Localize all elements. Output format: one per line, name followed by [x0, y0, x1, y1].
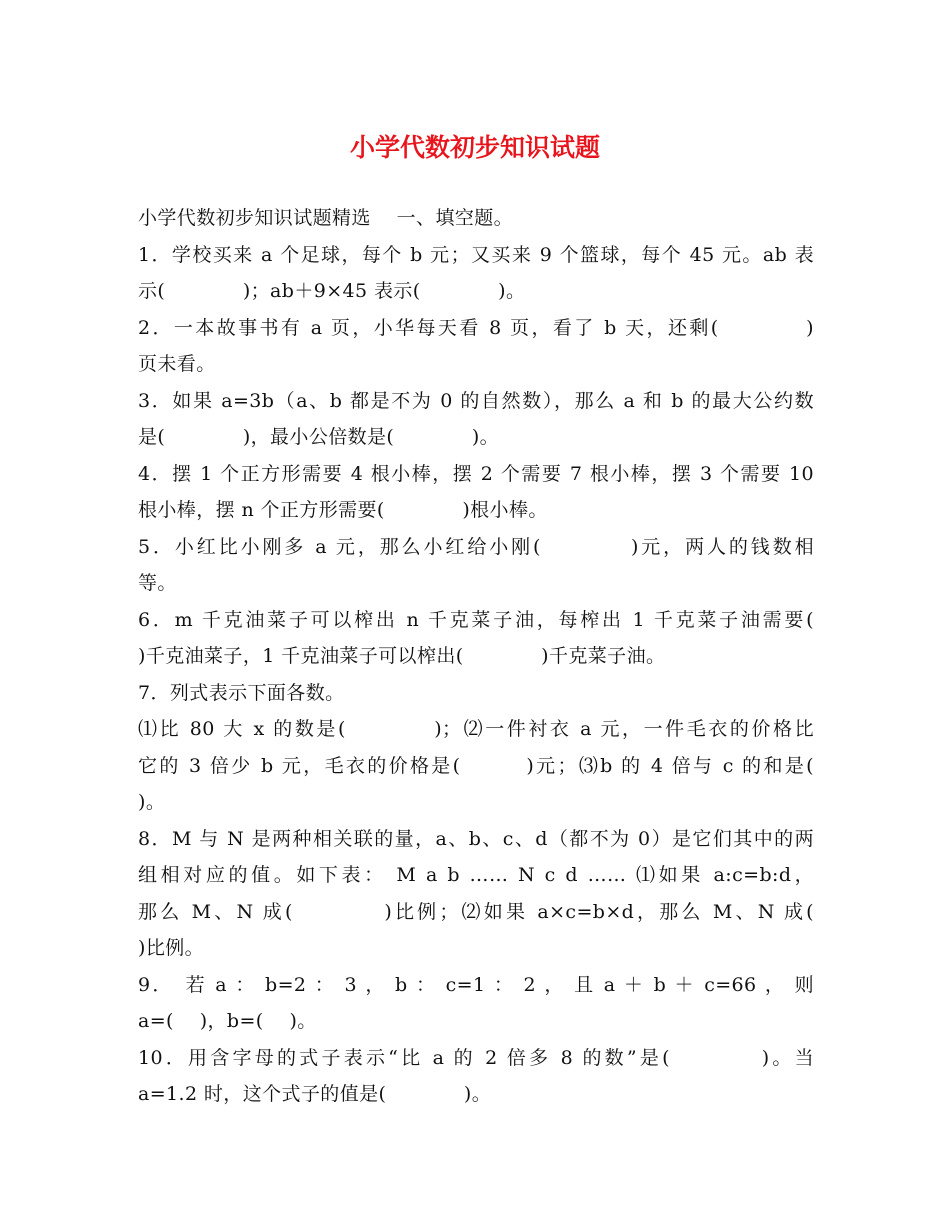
question-4-line-2: 根小棒，摆 n 个正方形需要( )根小棒。	[138, 499, 548, 521]
question-7-line-4: )。	[138, 791, 166, 813]
document-title: 小学代数初步知识试题	[349, 133, 600, 162]
question-3-line-2: 是( )，最小公倍数是( )。	[138, 426, 500, 448]
question-7-line-1: 7．列式表示下面各数。	[138, 681, 345, 704]
question-8-line-3: 那么 M、N 成( )比例；⑵如果 a×c=b×d，那么 M、N 成(	[138, 900, 814, 923]
document-body	[138, 200, 814, 1113]
question-3-line-1: 3．如果 a=3b（a、b 都是不为 0 的自然数），那么 a 和 b 的最大公约数	[138, 389, 814, 412]
question-10-line-2: a=1.2 时，这个式子的值是( )。	[138, 1083, 492, 1105]
question-1-line-2: 示( )；ab＋9×45 表示( )。	[138, 280, 526, 302]
question-2-line-2: 页未看。	[138, 353, 216, 375]
question-5-line-2: 等。	[138, 572, 177, 594]
question-6-line-2: )千克油菜子，1 千克油菜子可以榨出( )千克菜子油。	[138, 645, 666, 667]
question-7-line-3: 它的 3 倍少 b 元，毛衣的价格是( )元；⑶b 的 4 倍与 c 的和是(	[138, 754, 814, 777]
question-9-line-2: a=( )，b=( )。	[138, 1010, 317, 1032]
question-6-line-1: 6．m 千克油菜子可以榨出 n 千克菜子油，每榨出 1 千克菜子油需要(	[138, 608, 814, 631]
question-9-line-1: 9． 若 a ： b=2 ： 3 ， b ： c=1 ： 2 ， 且 a ＋ b ＋ c=66 ， 则	[138, 973, 814, 996]
question-10-line-1: 10．用含字母的式子表示“比 a 的 2 倍多 8 的数”是( )。当	[138, 1046, 814, 1069]
question-8-line-4: )比例。	[138, 937, 205, 959]
question-4-line-1: 4．摆 1 个正方形需要 4 根小棒，摆 2 个需要 7 根小棒，摆 3 个需要 10	[138, 462, 814, 485]
question-8-line-2: 组相对应的值。如下表： M a b …… N c d …… ⑴如果 a:c=b:d，	[138, 864, 814, 886]
intro-line: 小学代数初步知识试题精选 一、填空题。	[138, 207, 514, 229]
question-1-line-1: 1．学校买来 a 个足球，每个 b 元；又买来 9 个篮球，每个 45 元。ab 表	[138, 243, 814, 266]
question-7-line-2: ⑴比 80 大 x 的数是( )；⑵一件衬衣 a 元，一件毛衣的价格比	[138, 718, 814, 740]
question-2-line-1: 2．一本故事书有 a 页，小华每天看 8 页，看了 b 天，还剩( )	[138, 316, 814, 339]
question-5-line-1: 5．小红比小刚多 a 元，那么小红给小刚( )元，两人的钱数相	[138, 535, 814, 558]
question-8-line-1: 8．M 与 N 是两种相关联的量，a、b、c、d（都不为 0）是它们其中的两	[138, 827, 814, 850]
